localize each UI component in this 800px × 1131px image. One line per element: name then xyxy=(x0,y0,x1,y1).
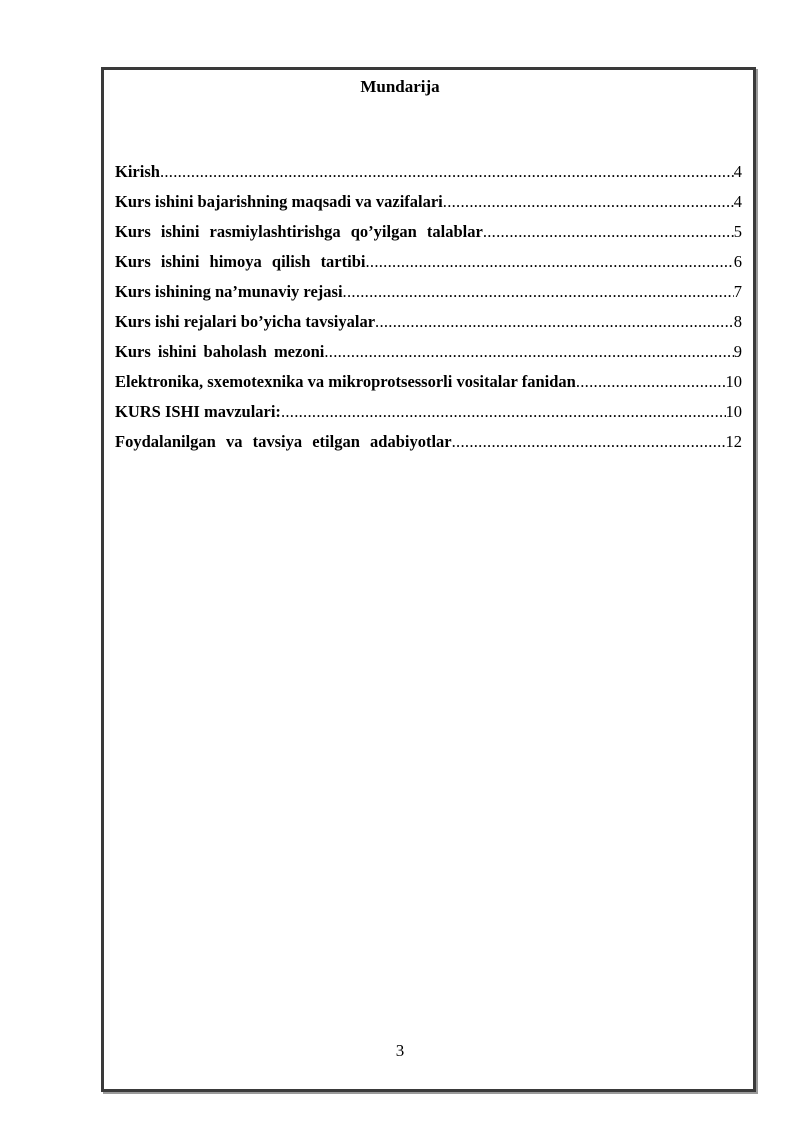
toc-entry[interactable] xyxy=(115,402,742,432)
toc-entry-label: Kurs ishini bajarishning maqsadi va vazifalari xyxy=(115,192,443,211)
toc-entry-label: Kurs ishini himoya qilish tartibi xyxy=(115,252,366,271)
toc-entry-page: 4 xyxy=(733,162,742,181)
toc-entry-page: 4 xyxy=(733,192,742,211)
toc-entry[interactable] xyxy=(115,342,742,372)
toc-leader-dots xyxy=(160,162,734,182)
toc-entry-page: 8 xyxy=(733,312,742,331)
toc-entry[interactable] xyxy=(115,432,742,462)
toc-entry-label: Kurs ishini baholash mezoni xyxy=(115,342,325,361)
toc-leader-dots xyxy=(281,402,726,422)
toc-entry-page: 5 xyxy=(733,222,742,241)
toc-leader-dots xyxy=(452,432,726,452)
toc-title: Mundarija xyxy=(360,77,440,96)
toc-entry[interactable] xyxy=(115,312,742,342)
toc-entry-label: Kurs ishi rejalari bo’yicha tavsiyalar xyxy=(115,312,376,331)
toc-entry[interactable] xyxy=(115,252,742,282)
toc-entry-label: Kirish xyxy=(115,162,160,181)
toc-entry-label: Foydalanilgan va tavsiya etilgan adabiyotlar xyxy=(115,432,452,451)
toc-entry[interactable] xyxy=(115,282,742,312)
page-number: 3 xyxy=(395,1041,405,1060)
toc-entry[interactable] xyxy=(115,372,742,402)
toc-entry-label: Elektronika, sxemotexnika va mikroprotsessorli vositalar fanidan xyxy=(115,372,576,391)
toc-leader-dots xyxy=(576,372,726,392)
toc-entry[interactable] xyxy=(115,162,742,192)
toc-leader-dots xyxy=(365,252,733,272)
toc-entry-page: 7 xyxy=(733,282,742,301)
toc-entry-page: 10 xyxy=(725,372,742,391)
toc-entry-page: 12 xyxy=(725,432,742,451)
toc-entry-page: 10 xyxy=(725,402,742,421)
toc-entry-label: Kurs ishining na’munaviy rejasi xyxy=(115,282,343,301)
toc-entry-page: 9 xyxy=(733,342,742,361)
toc-entry-label: Kurs ishini rasmiylashtirishga qo’yilgan talablar xyxy=(115,222,483,241)
toc-entry-page: 6 xyxy=(733,252,742,271)
toc-leader-dots xyxy=(443,192,734,212)
toc-leader-dots xyxy=(343,282,734,302)
toc-entry-label: KURS ISHI mavzulari: xyxy=(115,402,281,421)
toc-leader-dots xyxy=(483,222,734,242)
toc-leader-dots xyxy=(375,312,734,332)
table-of-contents xyxy=(115,162,742,462)
toc-leader-dots xyxy=(324,342,733,362)
toc-entry[interactable] xyxy=(115,192,742,222)
toc-entry[interactable] xyxy=(115,222,742,252)
